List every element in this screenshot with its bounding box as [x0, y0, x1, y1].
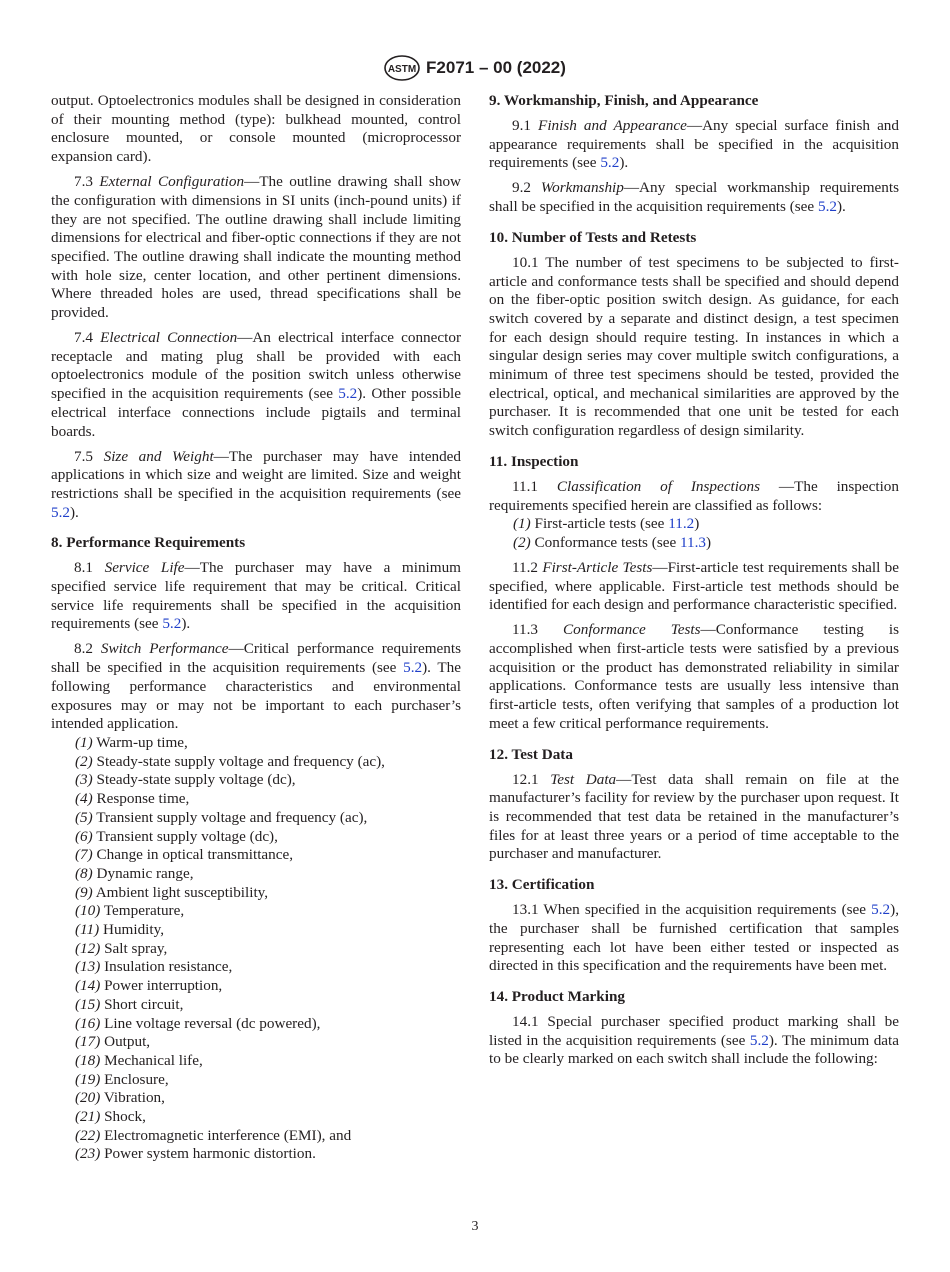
list-item: (22) Electromagnetic interference (EMI), and — [75, 1126, 352, 1144]
section-9-2: 9.2 Workmanship—Any special workmanship requirements shall be specified in the acquisition requirements (see 5.2). — [489, 179, 899, 216]
list-item: (23) Power system harmonic distortion. — [75, 1145, 316, 1163]
list-item: (18) Mechanical life, — [75, 1051, 203, 1069]
list-item: (2) Steady-state supply voltage and frequency (ac), — [75, 752, 385, 770]
page-number: 3 — [471, 1219, 479, 1234]
section-9-1: 9.1 Finish and Appearance—Any special surface finish and appearance requirements shall be specified in the acquisition requirements (see 5.2). — [489, 117, 899, 172]
right-column — [489, 92, 899, 1075]
list-item: (16) Line voltage reversal (dc powered), — [75, 1014, 321, 1032]
list-item: (15) Short circuit, — [75, 995, 184, 1013]
list-item: (21) Shock, — [75, 1108, 146, 1126]
section-8-2: 8.2 Switch Performance—Critical performance requirements shall be specified in the acquisition requirements (see 5.2). The following performance characteristics and environmental exposures may or may not be important to each purchaser’s intended application. — [51, 640, 461, 733]
list-item: (13) Insulation resistance, — [75, 958, 233, 976]
reference-link-5-2[interactable]: 5.2 — [338, 385, 358, 403]
list-item: (5) Transient supply voltage and frequency (ac), — [75, 808, 368, 826]
inspection-classification-list — [489, 515, 899, 552]
list-item: (19) Enclosure, — [75, 1070, 169, 1088]
section-11-1: 11.1 Classification of Inspections —The inspection requirements specified herein are classified as follows: — [489, 477, 899, 514]
list-item: (1) Warm-up time, — [75, 733, 188, 751]
list-item: (6) Transient supply voltage (dc), — [75, 827, 278, 845]
section-11-2: 11.2 First-Article Tests—First-article test requirements shall be specified, where applicable. First-article test methods should be identified for each design and performance characteristic specified. — [489, 558, 899, 614]
reference-link-5-2[interactable]: 5.2 — [51, 503, 70, 521]
reference-link-11-2[interactable]: 11.2 — [668, 515, 695, 533]
section-14-1: 14.1 Special purchaser specified product marking shall be listed in the acquisition requirements (see 5.2). The minimum data to be clearly marked on each switch shall include the following: — [489, 1012, 899, 1068]
reference-link-5-2[interactable]: 5.2 — [817, 198, 837, 216]
list-item: (7) Change in optical transmittance, — [75, 846, 294, 864]
reference-link-5-2[interactable]: 5.2 — [600, 154, 620, 172]
performance-characteristics-list — [51, 734, 461, 1164]
left-column — [51, 92, 461, 1170]
section-11-3: 11.3 Conformance Tests—Conformance testing is accomplished when first-article tests were satisfied by a previous acquisition or the product has demonstrated reliability in similar applications. Conformance tests are usually less intensive than first-article tests, often verifying that samples of a production lot meet a few critical performance requirements. — [489, 621, 899, 732]
heading-12: 12. Test Data — [489, 745, 573, 763]
list-item: (12) Salt spray, — [75, 939, 168, 957]
section-13-1: 13.1 When specified in the acquisition requirements (see 5.2), the purchaser shall be furnished certification that samples representing each lot have been either tested or inspected as directed in this specification and the requirements have been met. — [489, 901, 899, 975]
heading-13: 13. Certification — [489, 876, 595, 894]
section-7-4: 7.4 Electrical Connection—An electrical interface connector receptacle and mating plug shall be provided with each optoelectronics module of the position switch unless otherwise specified in the acquisition requirements (see 5.2). Other possible electrical interface connections include pigtails and terminal boards. — [51, 329, 462, 440]
heading-11: 11. Inspection — [489, 452, 579, 470]
list-item: (10) Temperature, — [75, 902, 185, 920]
heading-14: 14. Product Marking — [489, 987, 625, 1005]
list-item: (2) Conformance tests (see 11.3) — [513, 533, 712, 551]
list-item: (4) Response time, — [75, 790, 190, 808]
svg-text:ASTM: ASTM — [387, 64, 417, 75]
section-7-5: 7.5 Size and Weight—The purchaser may have intended applications in which size and weight are limited. Size and weight restrictions shall be specified in the acquisition requirements (see 5.2). — [51, 447, 462, 521]
heading-10: 10. Number of Tests and Retests — [489, 228, 697, 246]
list-item: (9) Ambient light susceptibility, — [75, 883, 269, 901]
reference-link-11-3[interactable]: 11.3 — [680, 533, 707, 551]
section-10-1: 10.1 The number of test specimens to be subjected to first-article and conformance tests shall be specified and should depend on the fiber-optic position switch design. As guidance, for each switch covered by a separate and distinct design, a test specimen for each design should require testing. In instances in which a singular design series may cover multiple switch configurations, a minimum of three test specimens should be tested, provided the electrical, optical, and mechanical similarities are approved by the purchaser. It is recommended that one unit be tested for each switch configuration regardless of design similarity. — [489, 253, 899, 440]
list-item: (1) First-article tests (see 11.2) — [513, 515, 700, 533]
section-8-1: 8.1 Service Life—The purchaser may have a minimum specified service life requirement that may be critical. Critical service life requirements shall be specified in the acquisition requirements (see 5.2). — [51, 559, 461, 633]
list-item: (11) Humidity, — [75, 921, 165, 939]
list-item: (8) Dynamic range, — [75, 864, 194, 882]
reference-link-5-2[interactable]: 5.2 — [871, 901, 891, 919]
paragraph-7-2-continued: output. Optoelectronics modules shall be designed in consideration of their mounting method (type): bulkhead mounted, control enclosure mounted, or console mounted (microprocessor expansion card). — [51, 92, 461, 166]
reference-link-5-2[interactable]: 5.2 — [403, 659, 423, 677]
section-12-1: 12.1 Test Data—Test data shall remain on file at the manufacturer’s facility for review by the purchaser upon request. It is recommended that test data be retained in the manufacturer’s files for at least three years or a period of time acceptable to the purchaser and manufacturer. — [489, 770, 899, 863]
list-item: (14) Power interruption, — [75, 977, 223, 995]
heading-9: 9. Workmanship, Finish, and Appearance — [489, 92, 759, 109]
list-item: (17) Output, — [75, 1033, 151, 1051]
reference-link-5-2[interactable]: 5.2 — [749, 1031, 769, 1049]
list-item: (3) Steady-state supply voltage (dc), — [75, 771, 296, 789]
heading-8: 8. Performance Requirements — [51, 534, 246, 552]
standard-designation: F2071 – 00 (2022) — [426, 58, 566, 77]
section-7-3: 7.3 External Configuration—The outline drawing shall show the configuration with dimensions in SI units (inch-pound units) if they are not specified. The outline drawing shall include limiting dimensions for electrical and fiber-optic connections if they are not specified. The outline drawing shall indicate the mounting method with hole size, center location, and other pertinent dimensions. Where threaded holes are used, thread specifications shall be provided. — [51, 173, 462, 322]
page-header — [0, 55, 950, 86]
list-item: (20) Vibration, — [75, 1089, 165, 1107]
reference-link-5-2[interactable]: 5.2 — [162, 615, 182, 633]
astm-logo-icon — [384, 55, 420, 81]
